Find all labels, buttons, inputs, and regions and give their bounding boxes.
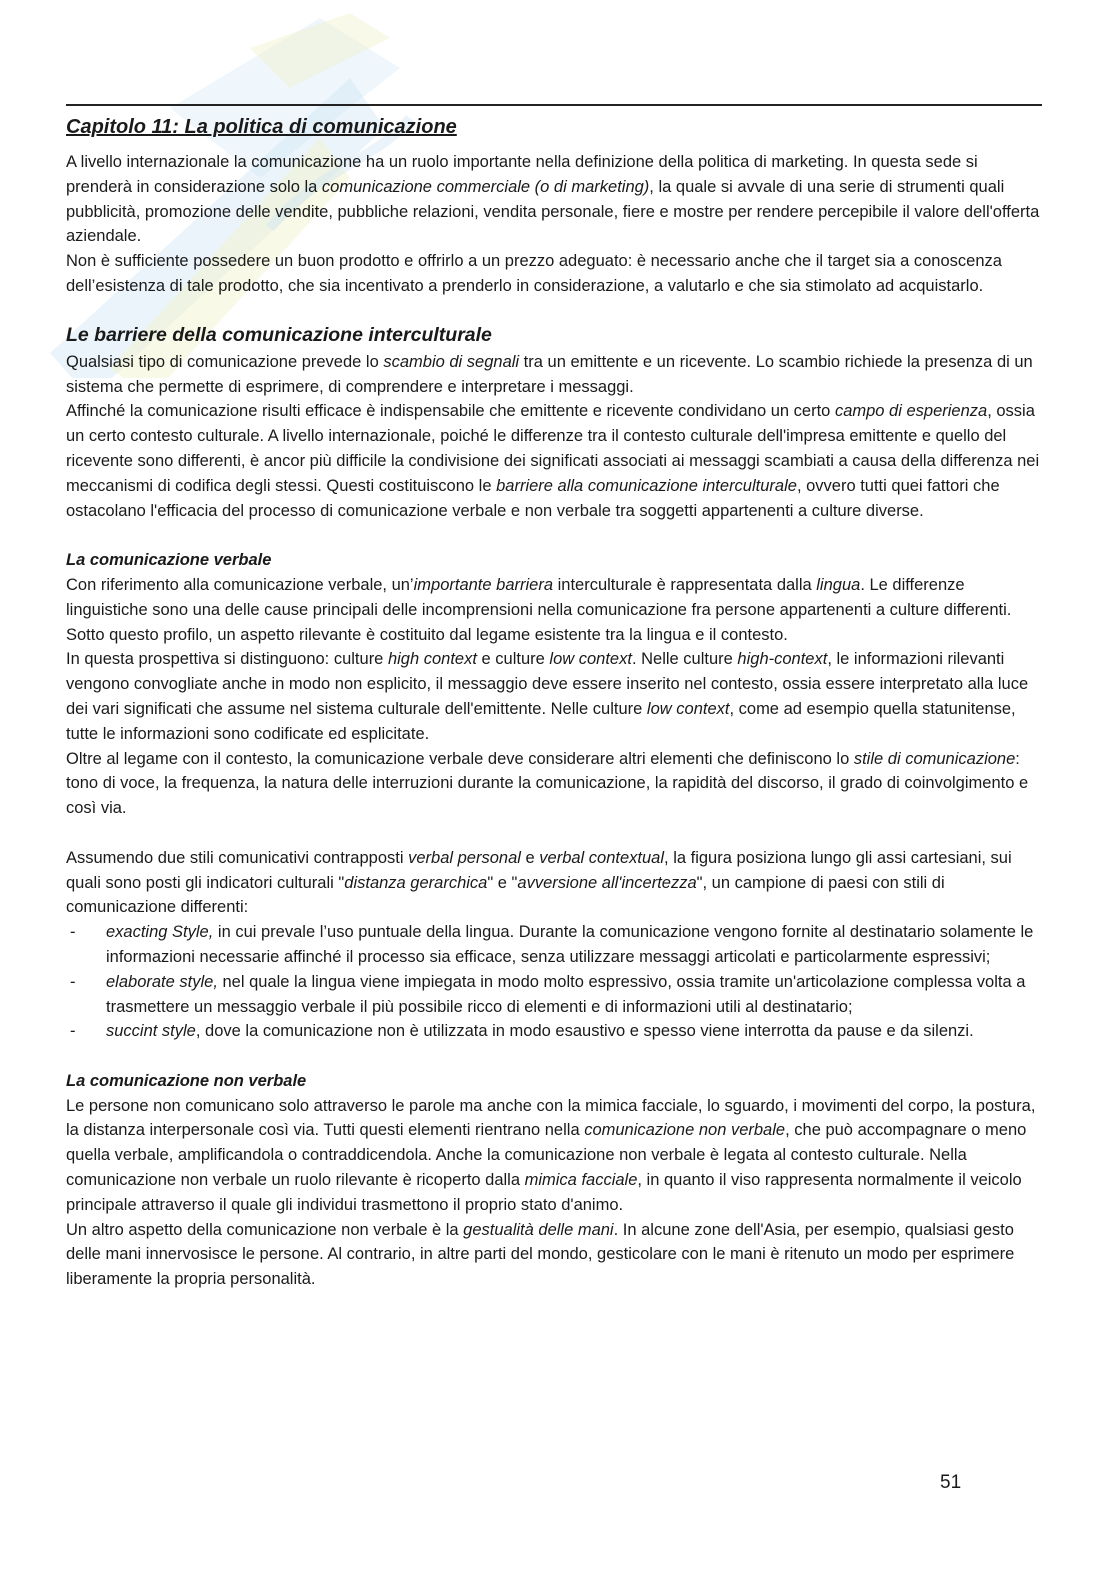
intro-paragraph-2: Non è sufficiente possedere un buon prodotto e offrirlo a un prezzo adeguato: è necessario anche che il target sia a conoscenza dell’esistenza di tale prodotto, che sia incentivato a prenderlo in considerazione, a valutarlo e che sia stimolato ad acquistarlo.	[66, 252, 1002, 295]
verbal-paragraph-4: Assumendo due stili comunicativi contrapposti verbal personal e verbal contextual, la figura posiziona lungo gli assi cartesiani, sui quali sono posti gli indicatori culturali "distanza gerarchica" e "avversione all'incertezza", un campione di paesi con stili di comunicazione differenti:	[66, 848, 1012, 917]
document-page	[66, 104, 1042, 1292]
section-title-barriers: Le barriere della comunicazione interculturale	[66, 323, 492, 346]
page-number: 51	[940, 1472, 962, 1493]
barriers-paragraph-2: Affinché la comunicazione risulti efficace è indispensabile che emittente e ricevente condividano un certo campo di esperienza, ossia un certo contesto culturale. A livello internazionale, poiché le differenze tra il contesto culturale dell'impresa emittente e quello del ricevente sono differenti, è ancor più difficile la condivisione dei significati associati ai messaggi scambiati a causa della differenza nei meccanismi di codifica degli stessi. Questi costituiscono le barriere alla comunicazione interculturale, ovvero tutti quei fattori che ostacolano l'efficacia del processo di comunicazione verbale e non verbale tra soggetti appartenenti a culture diverse.	[66, 402, 1040, 520]
intro-paragraph-1: A livello internazionale la comunicazione ha un ruolo importante nella definizione della politica di marketing. In questa sede si prenderà in considerazione solo la comunicazione commerciale (o di marketing), la quale si avvale di una serie di strumenti quali pubblicità, promozione delle vendite, pubbliche relazioni, vendita personale, fiere e mostre per rendere percepibile il valore dell'offerta aziendale.	[66, 153, 1040, 246]
top-rule	[66, 104, 1042, 106]
subsection-title-nonverbal: La comunicazione non verbale	[66, 1071, 307, 1090]
list-item: - succint style, dove la comunicazione non è utilizzata in modo esaustivo e spesso viene interrotta da pause e da silenzi.	[66, 1019, 1042, 1044]
verbal-paragraph-3: Oltre al legame con il contesto, la comunicazione verbale deve considerare altri elementi che definiscono lo stile di comunicazione: tono di voce, la frequenza, la natura delle interruzioni durante la comunicazione, la rapidità del discorso, il grado di coinvolgimento e così via.	[66, 749, 1029, 818]
styles-list	[66, 920, 1042, 1044]
verbal-paragraph-1: Con riferimento alla comunicazione verbale, un’importante barriera interculturale è rappresentata dalla lingua. Le differenze linguistiche sono una delle cause principali delle incomprensioni nella comunicazione fra persone appartenenti a culture differenti. Sotto questo profilo, un aspetto rilevante è costituito dal legame esistente tra la lingua e il contesto.	[66, 575, 1012, 644]
subsection-title-verbal: La comunicazione verbale	[66, 551, 272, 570]
barriers-paragraph-1: Qualsiasi tipo di comunicazione prevede lo scambio di segnali tra un emittente e un ricevente. Lo scambio richiede la presenza di un sistema che permette di esprimere, di comprendere e interpretare i messaggi.	[66, 352, 1033, 396]
list-item: - exacting Style, in cui prevale l’uso puntuale della lingua. Durante la comunicazione vengono fornite al destinatario solamente le informazioni necessarie affinché il processo sia efficace, senza utilizzare messaggi articolati e particolarmente espressivi;	[66, 920, 1042, 970]
nonverbal-paragraph-2: Un altro aspetto della comunicazione non verbale è la gestualità delle mani. In alcune zone dell'Asia, per esempio, qualsiasi gesto delle mani innervosisce le persone. Al contrario, in altre parti del mondo, gesticolare con le mani è ritenuto un modo per esprimere liberamente la propria personalità.	[66, 1220, 1015, 1289]
verbal-paragraph-2: In questa prospettiva si distinguono: culture high context e culture low context. Nelle culture high-context, le informazioni rilevanti vengono convogliate anche in modo non esplicito, il messaggio deve essere inserito nel contesto, ossia essere interpretato alla luce dei vari significati che assume nel sistema culturale dell'emittente. Nelle culture low context, come ad esempio quella statunitense, tutte le informazioni sono codificate ed esplicitate.	[66, 650, 1029, 743]
nonverbal-paragraph-1: Le persone non comunicano solo attraverso le parole ma anche con la mimica facciale, lo sguardo, i movimenti del corpo, la postura, la distanza interpersonale così via. Tutti questi elementi rientrano nella comunicazione non verbale, che può accompagnare o meno quella verbale, amplificandola o contraddicendola. Anche la comunicazione non verbale è legata al contesto culturale. Nella comunicazione non verbale un ruolo rilevante è ricoperto dalla mimica facciale, in quanto il viso rappresenta normalmente il veicolo principale attraverso il quale gli individui trasmettono il proprio stato d'animo.	[66, 1096, 1036, 1214]
list-item: - elaborate style, nel quale la lingua viene impiegata in modo molto espressivo, ossia tramite un'articolazione complessa volta a trasmettere un messaggio verbale il più possibile ricco di elementi e di informazioni utili al destinatario;	[66, 970, 1042, 1020]
chapter-title: Capitolo 11: La politica di comunicazione	[66, 116, 457, 138]
